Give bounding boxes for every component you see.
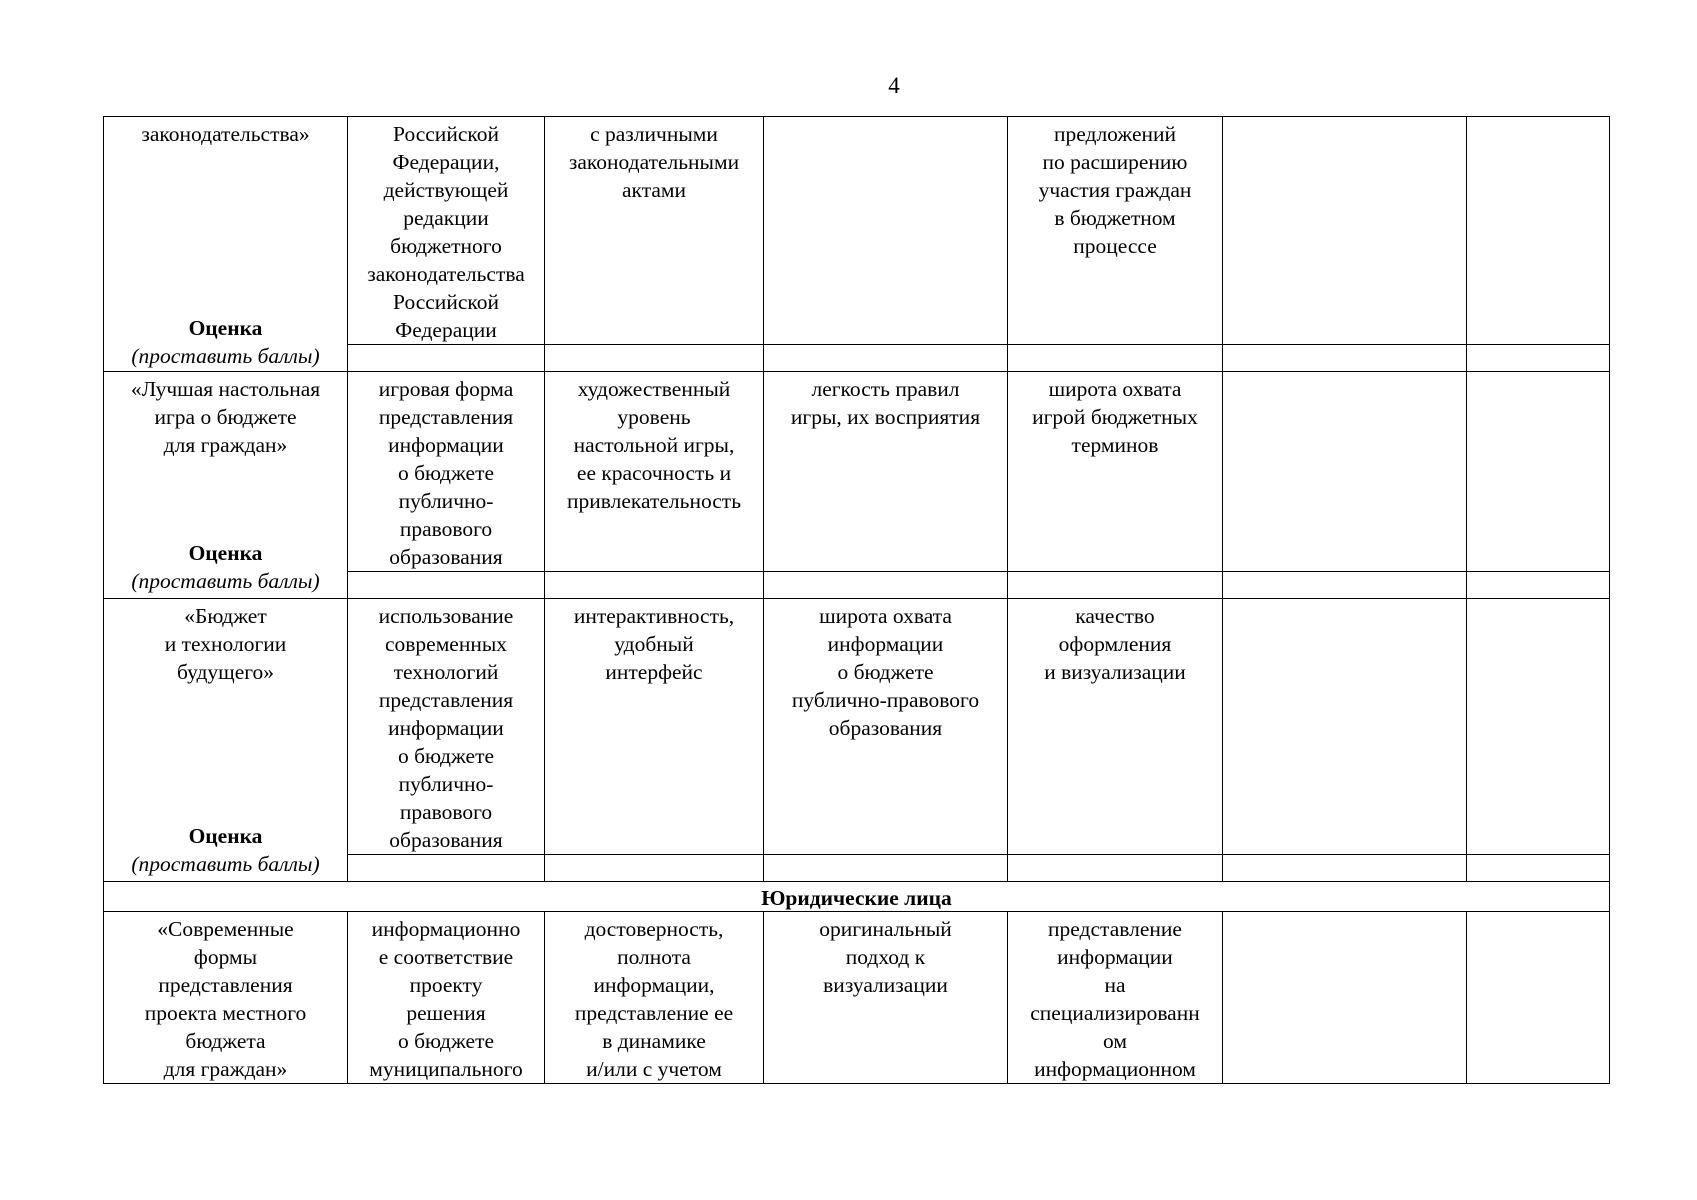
nomination-cell bbox=[104, 372, 348, 599]
section-title: Юридические лица bbox=[104, 882, 1610, 912]
criterion-cell: качество оформления и визуализации bbox=[1008, 599, 1223, 855]
score-input-cell[interactable] bbox=[545, 855, 764, 882]
criterion-cell: предложений по расширению участия граждан в бюджетном процессе bbox=[1008, 117, 1223, 345]
criteria-table bbox=[103, 116, 1610, 1084]
criterion-cell bbox=[764, 117, 1008, 345]
criterion-cell bbox=[1467, 117, 1610, 345]
score-input-cell[interactable] bbox=[1008, 345, 1223, 372]
criterion-cell: с различными законодательными актами bbox=[545, 117, 764, 345]
nomination-cell bbox=[104, 117, 348, 372]
criterion-cell: оригинальный подход к визуализации bbox=[764, 912, 1008, 1084]
score-label: Оценка bbox=[188, 316, 263, 340]
score-input-cell[interactable] bbox=[348, 345, 545, 372]
criterion-cell bbox=[1223, 117, 1467, 345]
nomination-title: «Лучшая настольная игра о бюджете для граждан» bbox=[130, 377, 321, 457]
score-input-cell[interactable] bbox=[1467, 345, 1610, 372]
table-row bbox=[104, 599, 1610, 855]
criterion-cell bbox=[1467, 912, 1610, 1084]
criterion-cell bbox=[1223, 372, 1467, 572]
criterion-cell: информационно е соответствие проекту решения о бюджете муниципального bbox=[348, 912, 545, 1084]
criterion-cell bbox=[1467, 372, 1610, 572]
table-row bbox=[104, 117, 1610, 345]
nomination-title: «Бюджет и технологии будущего» bbox=[164, 604, 287, 684]
score-label: Оценка bbox=[188, 824, 263, 848]
score-input-cell[interactable] bbox=[1223, 855, 1467, 882]
score-hint: (проставить баллы) bbox=[131, 569, 320, 593]
score-input-cell[interactable] bbox=[764, 572, 1008, 599]
score-input-cell[interactable] bbox=[348, 855, 545, 882]
criterion-cell: художественный уровень настольной игры, ее красочность и привлекательность bbox=[545, 372, 764, 572]
criterion-cell: использование современных технологий представления информации о бюджете публично- правового образования bbox=[348, 599, 545, 855]
score-hint: (проставить баллы) bbox=[131, 344, 320, 368]
score-label: Оценка bbox=[188, 541, 263, 565]
criterion-cell: широта охвата информации о бюджете публично-правового образования bbox=[764, 599, 1008, 855]
nomination-title: законодательства» bbox=[141, 122, 310, 146]
criterion-cell: интерактивность, удобный интерфейс bbox=[545, 599, 764, 855]
section-row bbox=[104, 882, 1610, 912]
nomination-cell bbox=[104, 599, 348, 882]
criterion-cell: легкость правил игры, их восприятия bbox=[764, 372, 1008, 572]
score-hint: (проставить баллы) bbox=[131, 852, 320, 876]
score-input-cell[interactable] bbox=[1008, 572, 1223, 599]
criterion-cell: широта охвата игрой бюджетных терминов bbox=[1008, 372, 1223, 572]
criterion-cell bbox=[1467, 599, 1610, 855]
criterion-cell bbox=[1223, 599, 1467, 855]
score-input-cell[interactable] bbox=[764, 855, 1008, 882]
score-input-cell[interactable] bbox=[1223, 572, 1467, 599]
score-input-cell[interactable] bbox=[764, 345, 1008, 372]
score-input-cell[interactable] bbox=[545, 572, 764, 599]
nomination-title: «Современные формы представления проекта местного бюджета для граждан» bbox=[104, 912, 348, 1084]
criterion-cell: игровая форма представления информации о бюджете публично- правового образования bbox=[348, 372, 545, 572]
criterion-cell bbox=[1223, 912, 1467, 1084]
table-row bbox=[104, 912, 1610, 1084]
criterion-cell: достоверность, полнота информации, представление ее в динамике и/или с учетом bbox=[545, 912, 764, 1084]
criterion-cell: представление информации на специализированн ом информационном bbox=[1008, 912, 1223, 1084]
score-input-cell[interactable] bbox=[545, 345, 764, 372]
page-number: 4 bbox=[888, 73, 900, 98]
table-row bbox=[104, 372, 1610, 572]
score-input-cell[interactable] bbox=[348, 572, 545, 599]
score-input-cell[interactable] bbox=[1223, 345, 1467, 372]
score-input-cell[interactable] bbox=[1467, 855, 1610, 882]
score-input-cell[interactable] bbox=[1008, 855, 1223, 882]
score-input-cell[interactable] bbox=[1467, 572, 1610, 599]
criterion-cell: Российской Федерации, действующей редакции бюджетного законодательства Российской Федерации bbox=[348, 117, 545, 345]
